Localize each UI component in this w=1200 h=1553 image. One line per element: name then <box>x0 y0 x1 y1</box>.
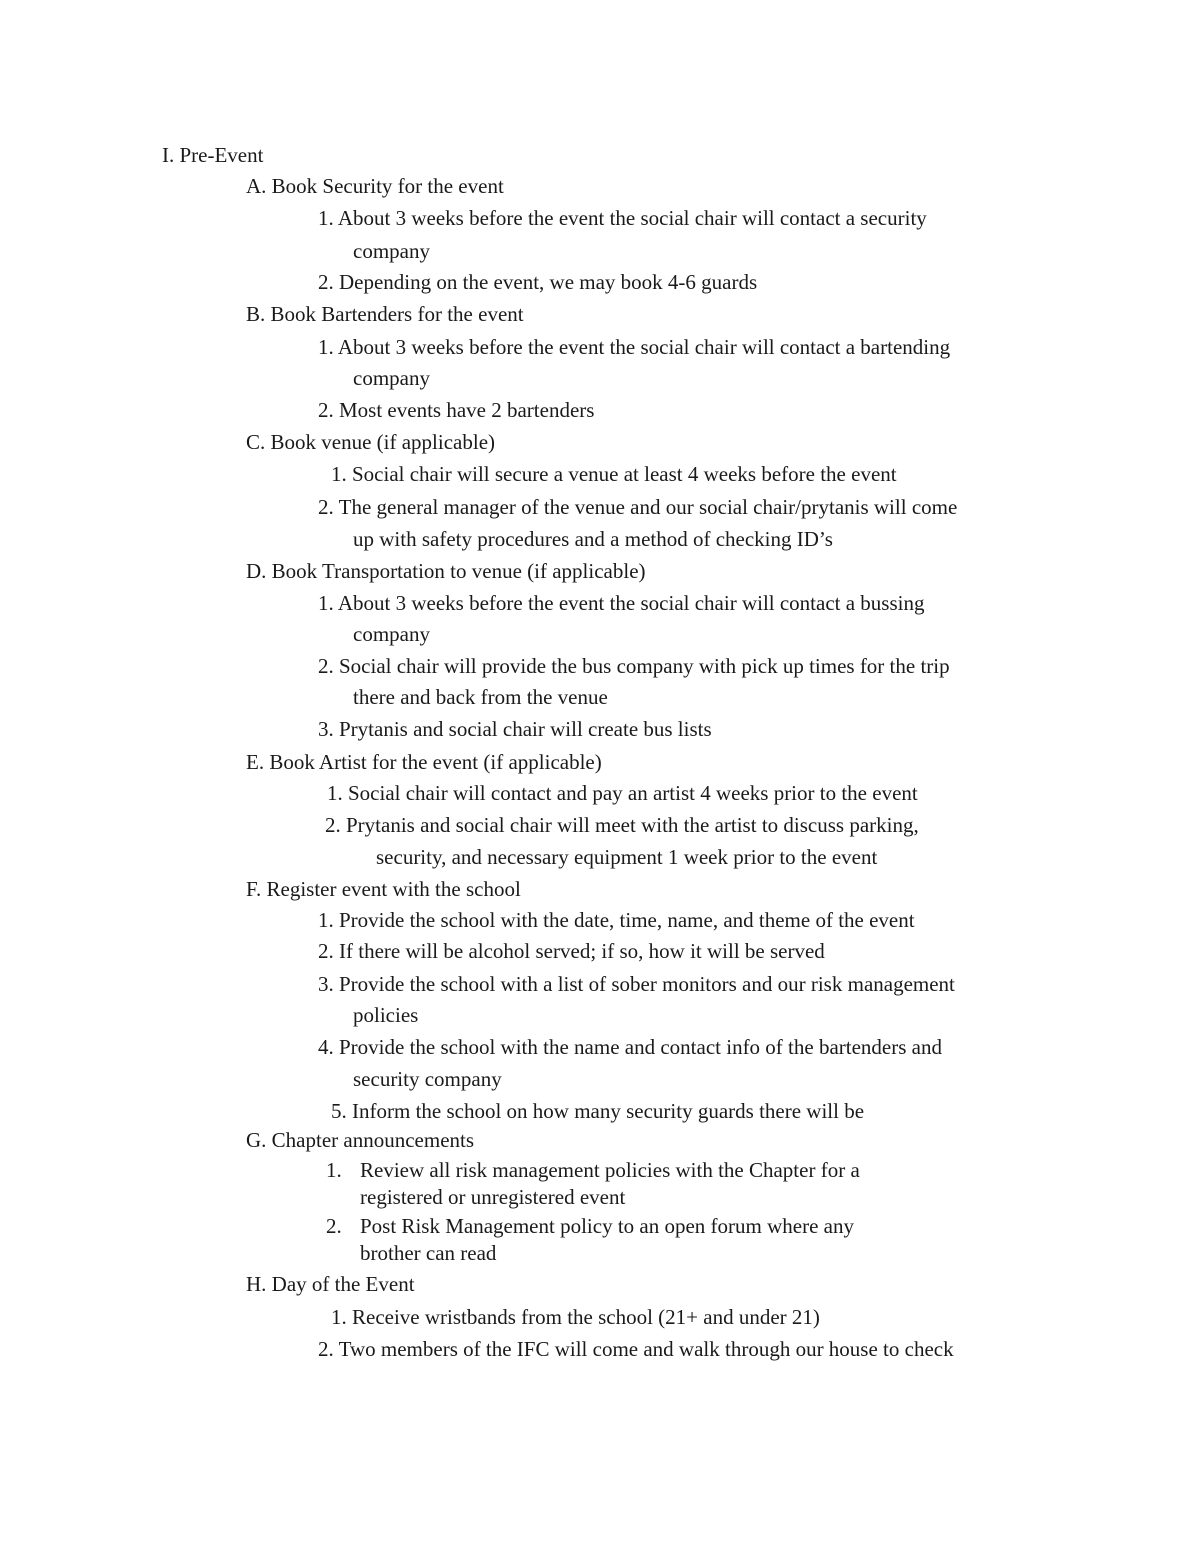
list-item: 2. Two members of the IFC will come and walk through our house to check <box>318 1337 954 1361</box>
list-item: 2. Social chair will provide the bus company with pick up times for the trip <box>318 654 950 678</box>
subsection-heading: B. Book Bartenders for the event <box>246 302 524 326</box>
section-heading: I. Pre-Event <box>162 143 264 167</box>
list-item-continuation: there and back from the venue <box>353 685 608 709</box>
list-item-continuation: security company <box>353 1067 502 1091</box>
list-item: 1. About 3 weeks before the event the social chair will contact a bartending <box>318 335 951 359</box>
list-item: Review all risk management policies with the Chapter for a <box>360 1158 860 1182</box>
subsection-heading: C. Book venue (if applicable) <box>246 430 496 454</box>
subsection-heading: A. Book Security for the event <box>246 174 504 198</box>
list-item: 1. About 3 weeks before the event the social chair will contact a security <box>318 206 927 230</box>
list-item: 5. Inform the school on how many security guards there will be <box>331 1099 865 1123</box>
list-item-continuation: company <box>353 239 430 263</box>
subsection-heading: H. Day of the Event <box>246 1272 415 1296</box>
subsection-heading: G. Chapter announcements <box>246 1128 475 1152</box>
list-item: 2. If there will be alcohol served; if so, how it will be served <box>318 939 825 963</box>
list-item-number: 1. <box>326 1158 342 1182</box>
list-item: 3. Provide the school with a list of sober monitors and our risk management <box>318 972 955 996</box>
subsection-heading: F. Register event with the school <box>246 877 521 901</box>
list-item-continuation: registered or unregistered event <box>360 1185 626 1209</box>
list-item-continuation: up with safety procedures and a method of checking ID’s <box>353 527 833 551</box>
list-item: 2. Prytanis and social chair will meet with the artist to discuss parking, <box>325 813 919 837</box>
list-item-number: 2. <box>326 1214 342 1238</box>
list-item-continuation: company <box>353 366 430 390</box>
list-item-continuation: company <box>353 622 430 646</box>
list-item-continuation: policies <box>353 1003 419 1027</box>
list-item: 2. Depending on the event, we may book 4-6 guards <box>318 270 758 294</box>
list-item-continuation: security, and necessary equipment 1 week prior to the event <box>376 845 878 869</box>
list-item: 1. Social chair will secure a venue at least 4 weeks before the event <box>331 462 897 486</box>
list-item: 4. Provide the school with the name and contact info of the bartenders and <box>318 1035 942 1059</box>
list-item: 1. Social chair will contact and pay an artist 4 weeks prior to the event <box>327 781 918 805</box>
list-item: 2. The general manager of the venue and our social chair/prytanis will come <box>318 495 958 519</box>
list-item: 1. Provide the school with the date, time, name, and theme of the event <box>318 908 915 932</box>
list-item: 3. Prytanis and social chair will create bus lists <box>318 717 712 741</box>
list-item: 1. Receive wristbands from the school (21+ and under 21) <box>331 1305 820 1329</box>
subsection-heading: E. Book Artist for the event (if applicable) <box>246 750 602 774</box>
list-item: 1. About 3 weeks before the event the social chair will contact a bussing <box>318 591 925 615</box>
list-item-continuation: brother can read <box>360 1241 497 1265</box>
subsection-heading: D. Book Transportation to venue (if applicable) <box>246 559 646 583</box>
list-item: Post Risk Management policy to an open forum where any <box>360 1214 854 1238</box>
list-item: 2. Most events have 2 bartenders <box>318 398 595 422</box>
